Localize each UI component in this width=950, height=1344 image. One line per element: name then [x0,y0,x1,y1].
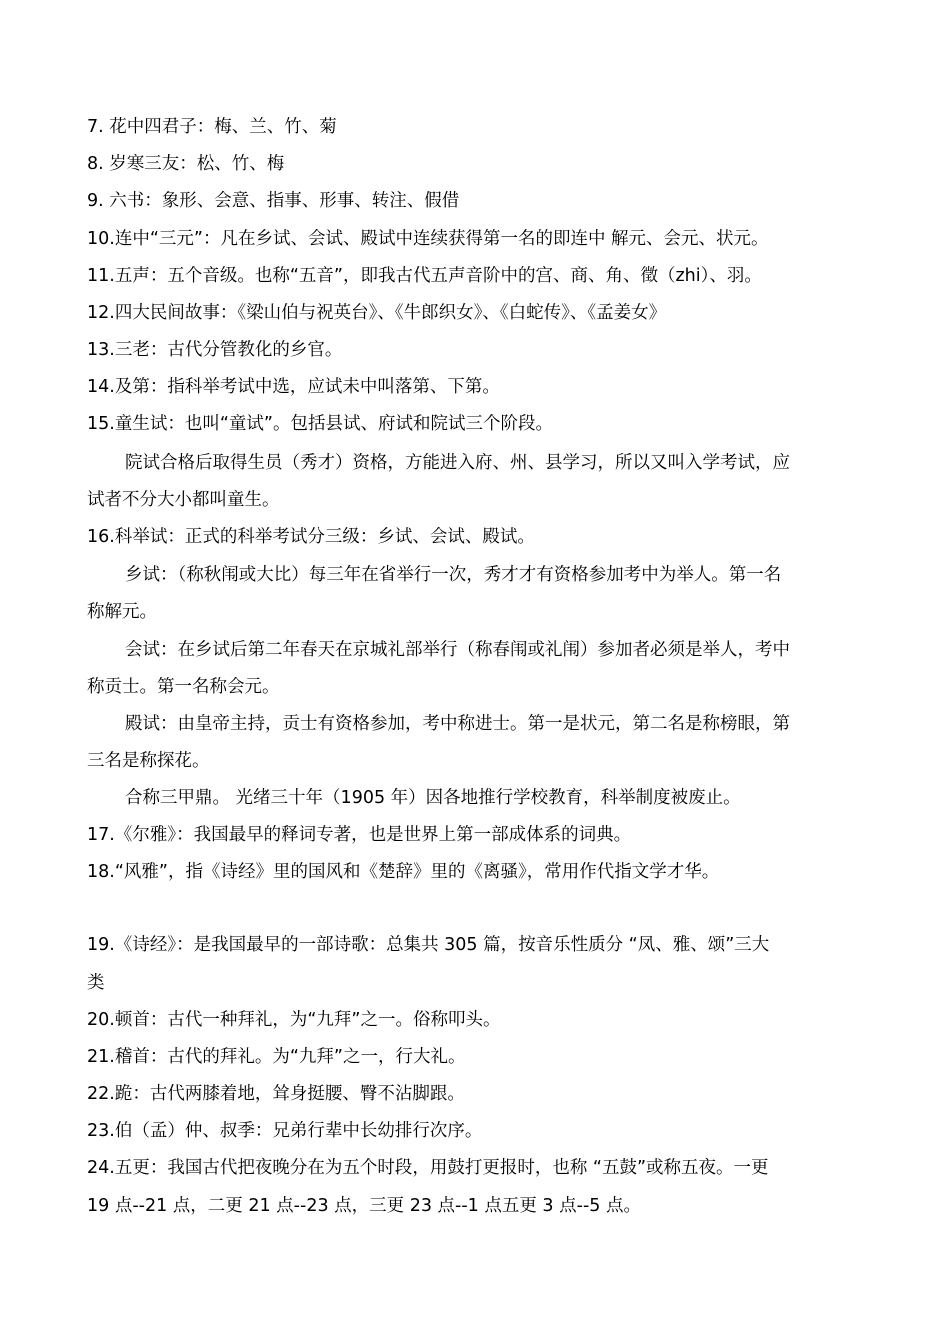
item-19-line2: 类 [87,973,105,993]
item-24-line2: 19 点--21 点，二更 21 点--23 点，三更 23 点--1 点五更 3 点--5 点。 [87,1196,641,1216]
item-15-detail-line2: 试者不分大小都叫童生。 [87,490,280,510]
huishi-line1: 会试：在乡试后第二年春天在京城礼部举行（称春闱或礼闱）参加者必须是举人，考中 [125,640,790,660]
dianshi-line2: 三名是称探花。 [87,751,210,771]
item-19-line1: 19.《诗经》：是我国最早的一部诗歌：总集共 305 篇，按音乐性质分 “凤、雅、颂”三大 [87,935,770,955]
item-24-line1: 24.五更：我国古代把夜晚分在为五个时段，用鼓打更报时，也称 “五鼓”或称五夜。一更 [87,1158,769,1178]
item-20: 20.顿首：古代一种拜礼，为“九拜”之一。俗称叩头。 [87,1010,501,1030]
dianshi-line1: 殿试：由皇帝主持，贡士有资格参加，考中称进士。第一是状元，第二名是称榜眼，第 [125,714,790,734]
item-12: 12.四大民间故事：《梁山伯与祝英台》、《牛郎织女》、《白蛇传》、《孟姜女》 [87,303,667,323]
sanjia-line: 合称三甲鼎。 光绪三十年（1905 年）因各地推行学校教育，科举制度被废止。 [125,788,741,808]
item-13: 13.三老：古代分管教化的乡官。 [87,340,343,360]
item-11: 11.五声：五个音级。也称“五音”，即我古代五声音阶中的宫、商、角、徵（zhi）、羽。 [87,266,762,286]
xiangshi-line1: 乡试：（称秋闱或大比）每三年在省举行一次，秀才才有资格参加考中为举人。第一名 [125,565,782,585]
item-18: 18.“风雅”，指《诗经》里的国风和《楚辞》里的《离骚》，常用作代指文学才华。 [87,862,720,882]
item-23: 23.伯（孟）仲、叔季：兄弟行辈中长幼排行次序。 [87,1121,483,1141]
item-21: 21.稽首：古代的拜礼。为“九拜”之一，行大礼。 [87,1047,466,1067]
item-17: 17.《尔雅》：我国最早的释词专著，也是世界上第一部成体系的词典。 [87,825,632,845]
item-14: 14.及第：指科举考试中选，应试未中叫落第、下第。 [87,377,500,397]
item-22: 22.跪：古代两膝着地，耸身挺腰、臀不沾脚跟。 [87,1084,465,1104]
huishi-line2: 称贡士。第一名称会元。 [87,677,280,697]
item-16: 16.科举试：正式的科举考试分三级：乡试、会试、殿试。 [87,527,535,547]
item-9: 9. 六书：象形、会意、指事、形事、转注、假借 [87,191,460,211]
xiangshi-line2: 称解元。 [87,602,157,622]
item-15-detail-line1: 院试合格后取得生员（秀才）资格，方能进入府、州、县学习，所以又叫入学考试，应 [125,453,790,473]
item-10: 10.连中“三元”：凡在乡试、会试、殿试中连续获得第一名的即连中 解元、会元、状元。 [87,229,769,249]
item-7: 7. 花中四君子：梅、兰、竹、菊 [87,117,337,137]
item-15: 15.童生试：也叫“童试”。包括县试、府试和院试三个阶段。 [87,414,553,434]
item-8: 8. 岁寒三友：松、竹、梅 [87,154,285,174]
